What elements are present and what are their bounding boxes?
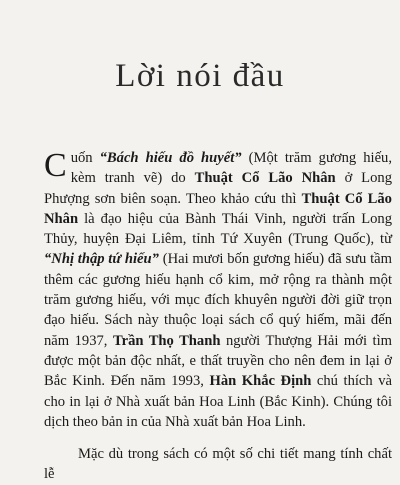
text-segment: chú thích và cho in lại ở Nhà xuất bản Hoa Linh (Bắc Kinh). Chúng tôi dịch theo bản in của Nhà xuất bản Hoa Linh. <box>44 373 392 430</box>
text-segment: người Thượng Hải mới tìm được một bản độc nhất, e thất truyền cho nên đem in lại ở Bắc Kinh. Đến năm 1993, <box>44 332 392 390</box>
intro-paragraph <box>44 148 392 432</box>
drop-cap: C <box>44 147 67 184</box>
text-segment: (Một trăm gương hiếu, kèm tranh vẽ) do <box>70 150 392 187</box>
text-segment: (Hai mươi bốn gương hiếu) đã sưu tầm thêm các gương hiếu hạnh cổ kim, mở rộng ra thành một trăm gương hiếu, với mục đích khuyên người đời giữ trọn đạo hiếu. Sách này thuộc loại sách cổ quý hiếm, mãi đến năm 1937, <box>44 251 393 349</box>
second-paragraph: Mặc dù trong sách có một số chi tiết mang tính chất lễ <box>44 446 392 483</box>
book-title: “Bách hiếu đồ huyết” <box>99 150 242 166</box>
person-name: Thuật Cổ Lão Nhân <box>194 170 336 187</box>
person-name: Trần Thọ Thanh <box>112 332 221 349</box>
person-name: Thuật Cổ Lão Nhân <box>44 190 392 227</box>
book-title: “Nhị thập tứ hiếu” <box>44 251 159 268</box>
person-name: Hàn Khắc Định <box>209 373 312 390</box>
text-segment: ở Long Phượng sơn biên soạn. Theo khảo cứu thì <box>44 170 392 207</box>
text-segment: uốn <box>70 150 100 166</box>
text-segment: là đạo hiệu của Bành Thái Vinh, người trấn Long Thủy, huyện Đại Liêm, tỉnh Tứ Xuyên (Trung Quốc), từ <box>44 210 392 248</box>
body-text <box>44 148 392 485</box>
page-title: Lời nói đầu <box>115 58 285 94</box>
